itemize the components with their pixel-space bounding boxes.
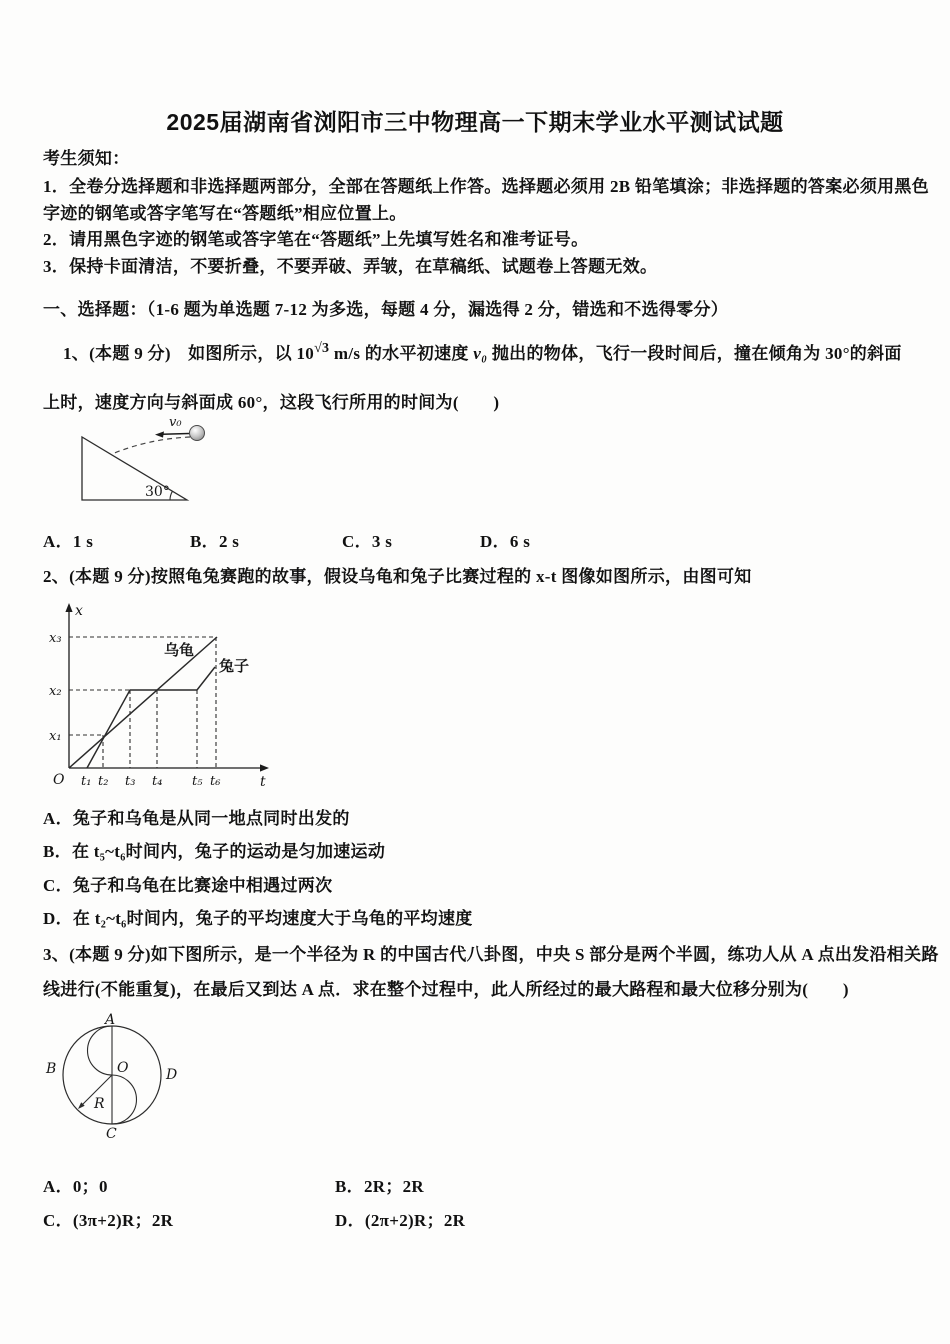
t6-tick-label: t₆ xyxy=(210,774,221,789)
question-2-text: 2、(本题 9 分)按照龟兔赛跑的故事，假设乌龟和兔子比赛过程的 x-t 图像如图所示，由图可知 xyxy=(43,567,752,586)
origin-label: O xyxy=(53,772,65,788)
notice-header: 考生须知： xyxy=(43,149,130,168)
radius-r-label: R xyxy=(94,1096,105,1112)
q1-option-d: D．6 s xyxy=(480,532,531,551)
q3-option-d: D．(2π+2)R；2R xyxy=(335,1211,466,1230)
question-3-line-2: 线进行(不能重复)，在最后又到达 A 点．求在整个过程中，此人所经过的最大路程和最大位移分别为( ) xyxy=(43,980,849,999)
y-axis-label: x xyxy=(75,603,83,619)
notice-item-3: 3．保持卡面清洁，不要折叠，不要弄破、弄皱，在草稿纸、试题卷上答题无效。 xyxy=(43,257,658,276)
x1-tick-label: x₁ xyxy=(49,729,62,744)
notice-item-2: 2．请用黑色字迹的钢笔或答字笔在“答题纸”上先填写姓名和准考证号。 xyxy=(43,230,589,249)
t-axis-label: t xyxy=(260,774,266,790)
x3-tick-label: x₃ xyxy=(49,631,62,646)
t2-tick-label: t₂ xyxy=(98,774,109,789)
point-b-label: B xyxy=(46,1061,57,1077)
q3-option-b: B．2R；2R xyxy=(335,1177,424,1196)
t3-tick-label: t₃ xyxy=(125,774,136,789)
x2-tick-label: x₂ xyxy=(49,684,62,699)
q1-radical-sqrt3: √3 xyxy=(314,341,330,356)
q1-text-pre: 1、(本题 9 分) 如图所示，以 10 xyxy=(63,344,315,363)
t4-tick-label: t₄ xyxy=(152,774,163,789)
angle-label: 30° xyxy=(145,484,170,500)
q1-v0-symbol: v₀ xyxy=(473,344,488,363)
incline-projectile-figure xyxy=(55,412,225,512)
angle-arc xyxy=(170,491,172,500)
notice-item-1-line-1: 1．全卷分选择题和非选择题两部分，全部在答题纸上作答。选择题必须用 2B 铅笔填涂；非选择题的答案必须用黑色 xyxy=(43,177,930,196)
t5-tick-label: t₅ xyxy=(192,774,203,789)
center-o-label: O xyxy=(117,1060,129,1076)
q1-option-b: B．2 s xyxy=(190,532,240,551)
question-1-line-2: 上时，速度方向与斜面成 60°，这段飞行所用的时间为( ) xyxy=(43,393,500,412)
position-time-graph xyxy=(48,598,283,793)
question-1-line-1 xyxy=(63,338,902,365)
q2-option-b: B．在 t₅~t₆时间内，兔子的运动是匀加速运动 xyxy=(43,842,386,861)
q1-option-c: C．3 s xyxy=(342,532,393,551)
point-c-label: C xyxy=(106,1126,117,1142)
y-axis-arrowhead xyxy=(65,603,72,612)
question-3-line-1: 3、(本题 9 分)如下图所示，是一个半径为 R 的中国古代八卦图，中央 S 部分是两个半圆，练功人从 A 点出发沿相关路 xyxy=(43,945,939,964)
t-axis-arrowhead xyxy=(260,764,269,771)
q2-option-c: C．兔子和乌龟在比赛途中相遇过两次 xyxy=(43,876,333,895)
q1-option-a: A．1 s xyxy=(43,532,94,551)
point-d-label: D xyxy=(166,1067,178,1083)
rabbit-line xyxy=(87,667,215,768)
v0-label: v₀ xyxy=(169,415,182,430)
q2-option-a: A．兔子和乌龟是从同一地点同时出发的 xyxy=(43,809,350,828)
tortoise-line xyxy=(69,637,217,768)
tortoise-series-label: 乌龟 xyxy=(164,642,195,659)
q1-text-mid: m/s 的水平初速度 xyxy=(329,344,474,363)
projectile-ball xyxy=(190,426,205,441)
bagua-figure xyxy=(35,1012,195,1154)
section-1-header: 一、选择题：（1-6 题为单选题 7-12 为多选，每题 4 分，漏选得 2 分，错选和不选得零分） xyxy=(43,300,729,319)
t1-tick-label: t₁ xyxy=(81,774,92,789)
point-a-label: A xyxy=(105,1012,116,1028)
v0-arrowhead xyxy=(155,431,164,437)
rabbit-series-label: 兔子 xyxy=(219,658,250,675)
q3-option-a: A．0；0 xyxy=(43,1177,108,1196)
q1-text-post: 抛出的物体，飞行一段时间后，撞在倾角为 30°的斜面 xyxy=(487,344,902,363)
notice-item-1-line-2: 字迹的钢笔或答字笔写在“答题纸”相应位置上。 xyxy=(43,204,407,223)
q2-option-d: D．在 t₂~t₆时间内，兔子的平均速度大于乌龟的平均速度 xyxy=(43,909,473,928)
trajectory-dashed-path xyxy=(112,437,190,454)
q3-option-c: C．(3π+2)R；2R xyxy=(43,1211,174,1230)
page-title: 2025届湖南省浏阳市三中物理高一下期末学业水平测试试题 xyxy=(166,109,784,135)
